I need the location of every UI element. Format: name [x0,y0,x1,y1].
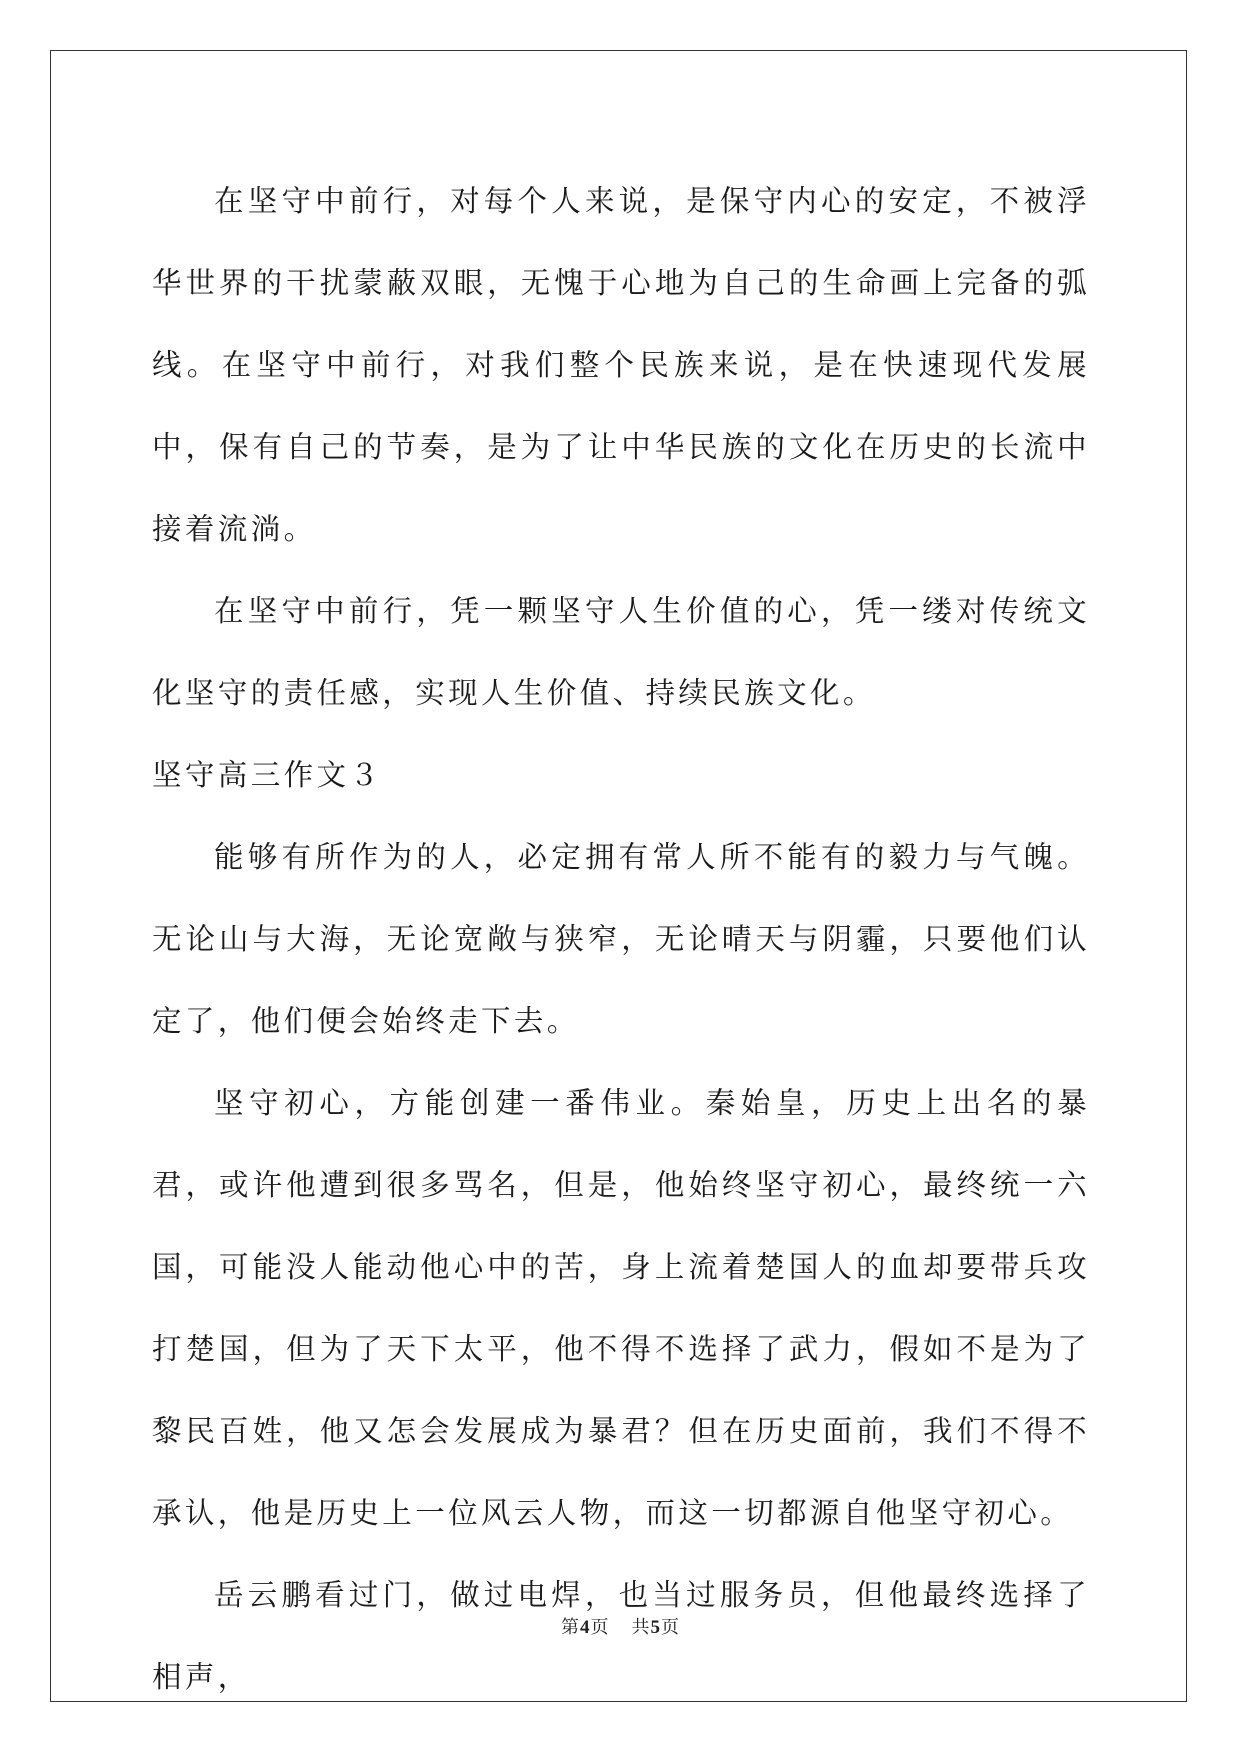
footer-page-prefix: 第 [561,1617,580,1638]
footer-page-suffix: 页 [590,1617,610,1638]
footer-total-prefix: 共 [631,1617,651,1638]
document-body [152,160,1090,1718]
footer-total-suffix: 页 [661,1617,680,1638]
footer-total-pages: 5 [650,1617,661,1638]
paragraph-3: 能够有所作为的人，必定拥有常人所不能有的毅力与气魄。无论山与大海，无论宽敞与狭窄，无论晴天与阴霾，只要他们认定了，他们便会始终走下去。 [152,840,1090,1038]
page-footer [0,1616,1241,1640]
paragraph-2: 在坚守中前行，凭一颗坚守人生价值的心，凭一缕对传统文化坚守的责任感，实现人生价值、持续民族文化。 [152,594,1090,710]
footer-page-number: 4 [580,1617,591,1638]
paragraph-1: 在坚守中前行，对每个人来说，是保守内心的安定，不被浮华世界的干扰蒙蔽双眼，无愧于心地为自己的生命画上完备的弧线。在坚守中前行，对我们整个民族来说，是在快速现代发展中，保有自己的节奏，是为了让中华民族的文化在历史的长流中接着流淌。 [152,184,1090,546]
section-heading: 坚守高三作文３ [152,758,383,792]
paragraph-4: 坚守初心，方能创建一番伟业。秦始皇，历史上出名的暴君，或许他遭到很多骂名，但是，他始终坚守初心，最终统一六国，可能没人能动他心中的苦，身上流着楚国人的血却要带兵攻打楚国，但为了天下太平，他不得不选择了武力，假如不是为了黎民百姓，他又怎会发展成为暴君？但在历史面前，我们不得不承认，他是历史上一位风云人物，而这一切都源自他坚守初心。 [152,1086,1090,1530]
paragraph-5: 岳云鹏看过门，做过电焊，也当过服务员，但他最终选择了相声， [152,1578,1090,1694]
